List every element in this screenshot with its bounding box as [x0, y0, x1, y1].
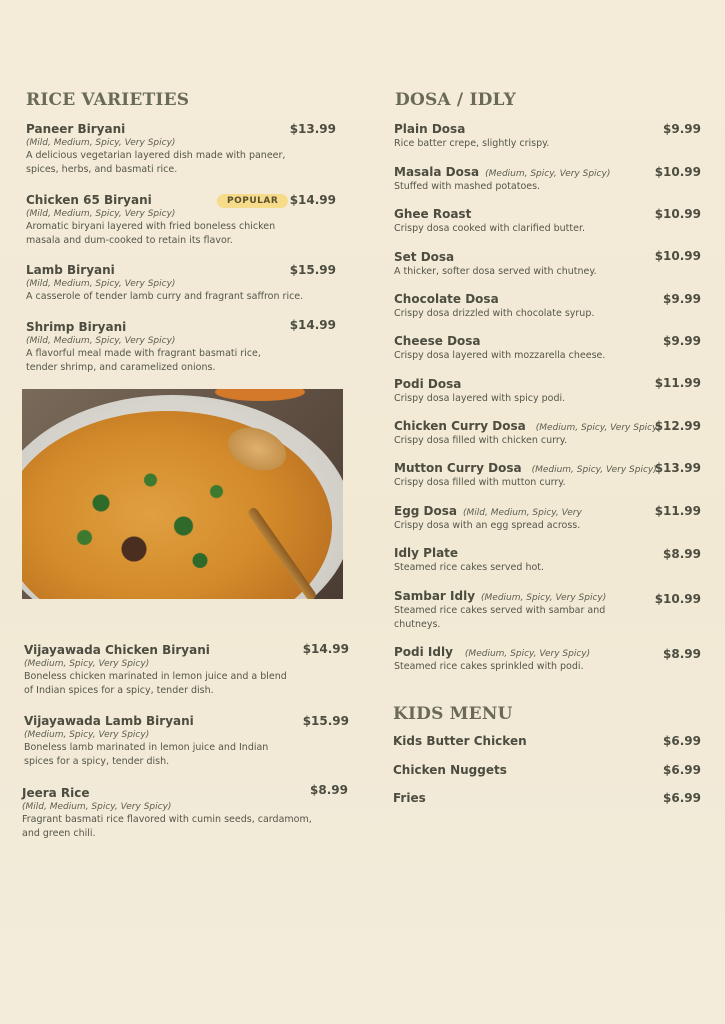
item-spice: (Medium, Spicy, Very Spicy) [485, 169, 611, 179]
item-price: $6.99 [663, 791, 701, 805]
item-desc: Boneless chicken marinated in lemon juice and a blend of Indian spices for a spicy, tender dish. [24, 671, 287, 696]
item-name: Set Dosa [394, 250, 455, 264]
item-desc: Crispy dosa filled with mutton curry. [394, 477, 566, 488]
item-desc: A casserole of tender lamb curry and fragrant saffron rice. [26, 291, 304, 302]
item-price: $9.99 [663, 292, 701, 306]
item-name: Podi Idly (Medium, Spicy, Very Spicy) [394, 645, 591, 659]
item-name: Ghee Roast [394, 207, 472, 221]
item-price: $11.99 [654, 376, 701, 390]
menu-item-vijayawada-lamb-biryani [24, 714, 268, 769]
item-spice: (Medium, Spicy, Very Spicy) [24, 730, 150, 740]
item-spice: (Mild, Medium, Spicy, Very Spicy) [26, 279, 176, 289]
menu-item-chicken-nuggets [393, 763, 507, 777]
item-spice: (Medium, Spicy, Very Spicy) [531, 465, 657, 475]
item-desc: Crispy dosa layered with mozzarella cheese. [394, 350, 606, 361]
item-price: $15.99 [289, 263, 336, 277]
menu-item-podi-dosa [394, 377, 565, 406]
item-desc: Crispy dosa filled with chicken curry. [394, 435, 568, 446]
item-price: $10.99 [654, 249, 701, 263]
item-price: $10.99 [654, 207, 701, 221]
item-name: Chicken Nuggets [393, 763, 507, 777]
item-name: Jeera Rice [22, 786, 90, 800]
item-desc: Crispy dosa layered with spicy podi. [394, 393, 566, 404]
item-price: $13.99 [654, 461, 701, 475]
item-name: Fries [393, 791, 426, 805]
menu-item-sambar-idly [394, 589, 606, 632]
item-spice: (Mild, Medium, Spicy, Very Spicy) [22, 802, 172, 812]
item-desc: A thicker, softer dosa served with chutney. [394, 266, 597, 277]
item-desc: Crispy dosa cooked with clarified butter. [394, 223, 586, 234]
menu-item-jeera-rice [22, 786, 312, 841]
item-price: $10.99 [654, 592, 701, 606]
popular-badge: POPULAR [217, 194, 288, 208]
item-name: Paneer Biryani [26, 122, 126, 136]
item-name: Chicken 65 Biryani [26, 193, 152, 207]
menu-item-fries [393, 791, 426, 805]
menu-item-podi-idly [394, 645, 590, 674]
item-spice: (Medium, Spicy, Very Spicy) [464, 649, 591, 659]
item-price: $14.99 [289, 193, 336, 207]
item-desc: Fragrant basmati rice flavored with cumin seeds, cardamom, and green chili. [22, 814, 312, 839]
item-price: $8.99 [310, 783, 348, 797]
item-name: Plain Dosa [394, 122, 466, 136]
item-name: Kids Butter Chicken [393, 734, 527, 748]
item-price: $8.99 [663, 647, 701, 661]
item-name: Chocolate Dosa [394, 292, 499, 306]
item-spice: (Mild, Medium, Spicy, Very [463, 508, 582, 518]
item-desc: Aromatic biryani layered with fried boneless chicken masala and dum-cooked to retain its flavor. [26, 221, 276, 246]
item-price: $8.99 [663, 547, 701, 561]
item-spice: (Medium, Spicy, Very Spicy) [24, 659, 150, 669]
menu-item-plain-dosa [394, 122, 549, 151]
item-desc: Stuffed with mashed potatoes. [394, 181, 541, 192]
item-price: $12.99 [654, 419, 701, 433]
item-desc: Steamed rice cakes sprinkled with podi. [394, 661, 584, 672]
item-name: Masala Dosa (Medium, Spicy, Very Spicy) [394, 165, 611, 179]
menu-item-chicken-curry-dosa [394, 419, 661, 448]
item-price: $9.99 [663, 334, 701, 348]
kids-section-title: KIDS MENU [393, 704, 513, 724]
item-price: $9.99 [663, 122, 701, 136]
menu-item-ghee-roast [394, 207, 585, 236]
item-desc: Crispy dosa with an egg spread across. [394, 520, 581, 531]
item-spice: (Medium, Spicy, Very Spicy) [481, 593, 607, 603]
item-name: Mutton Curry Dosa (Medium, Spicy, Very Spicy) [394, 461, 657, 475]
menu-item-shrimp-biryani [26, 320, 261, 375]
item-spice: (Mild, Medium, Spicy, Very Spicy) [26, 209, 176, 219]
item-name: Idly Plate [394, 546, 459, 560]
menu-item-set-dosa [394, 250, 597, 279]
menu-item-kids-butter-chicken [393, 734, 527, 748]
item-price: $10.99 [654, 165, 701, 179]
item-spice: (Medium, Spicy, Very Spicy) [535, 423, 661, 433]
item-name: Chicken Curry Dosa (Medium, Spicy, Very Spicy) [394, 419, 661, 433]
item-desc: A flavorful meal made with fragrant basmati rice, tender shrimp, and caramelized onions. [26, 348, 261, 373]
rice-section-title: RICE VARIETIES [26, 90, 190, 110]
menu-item-cheese-dosa [394, 334, 605, 363]
dosa-section-title: DOSA / IDLY [395, 90, 516, 110]
item-price: $13.99 [289, 122, 336, 136]
item-name: Sambar Idly (Medium, Spicy, Very Spicy) [394, 589, 607, 603]
menu-item-paneer-biryani [26, 122, 285, 177]
menu-item-vijayawada-chicken-biryani [24, 643, 287, 698]
menu-item-lamb-biryani [26, 263, 303, 304]
biryani-photo [22, 389, 343, 599]
item-desc: Steamed rice cakes served hot. [394, 562, 545, 573]
item-name: Vijayawada Chicken Biryani [24, 643, 210, 657]
item-name: Lamb Biryani [26, 263, 115, 277]
menu-item-egg-dosa [394, 504, 582, 533]
menu-item-idly-plate [394, 546, 544, 575]
item-name: Podi Dosa [394, 377, 462, 391]
item-price: $11.99 [654, 504, 701, 518]
item-price: $14.99 [289, 318, 336, 332]
item-name: Cheese Dosa [394, 334, 481, 348]
item-name: Shrimp Biryani [26, 320, 127, 334]
item-name: Vijayawada Lamb Biryani [24, 714, 194, 728]
item-spice: (Mild, Medium, Spicy, Very Spicy) [26, 336, 176, 346]
item-price: $15.99 [302, 714, 349, 728]
menu-item-chocolate-dosa [394, 292, 594, 321]
item-desc: Steamed rice cakes served with sambar and chutneys. [394, 605, 606, 630]
item-spice: (Mild, Medium, Spicy, Very Spicy) [26, 138, 176, 148]
item-desc: Crispy dosa drizzled with chocolate syrup. [394, 308, 595, 319]
item-price: $6.99 [663, 763, 701, 777]
item-price: $6.99 [663, 734, 701, 748]
item-name: Egg Dosa (Mild, Medium, Spicy, Very [394, 504, 582, 518]
menu-item-masala-dosa [394, 165, 610, 194]
menu-item-mutton-curry-dosa [394, 461, 657, 490]
item-price: $14.99 [302, 642, 349, 656]
item-desc: Boneless lamb marinated in lemon juice and Indian spices for a spicy, tender dish. [24, 742, 269, 767]
item-desc: A delicious vegetarian layered dish made with paneer, spices, herbs, and basmati rice. [26, 150, 286, 175]
item-desc: Rice batter crepe, slightly crispy. [394, 138, 550, 149]
